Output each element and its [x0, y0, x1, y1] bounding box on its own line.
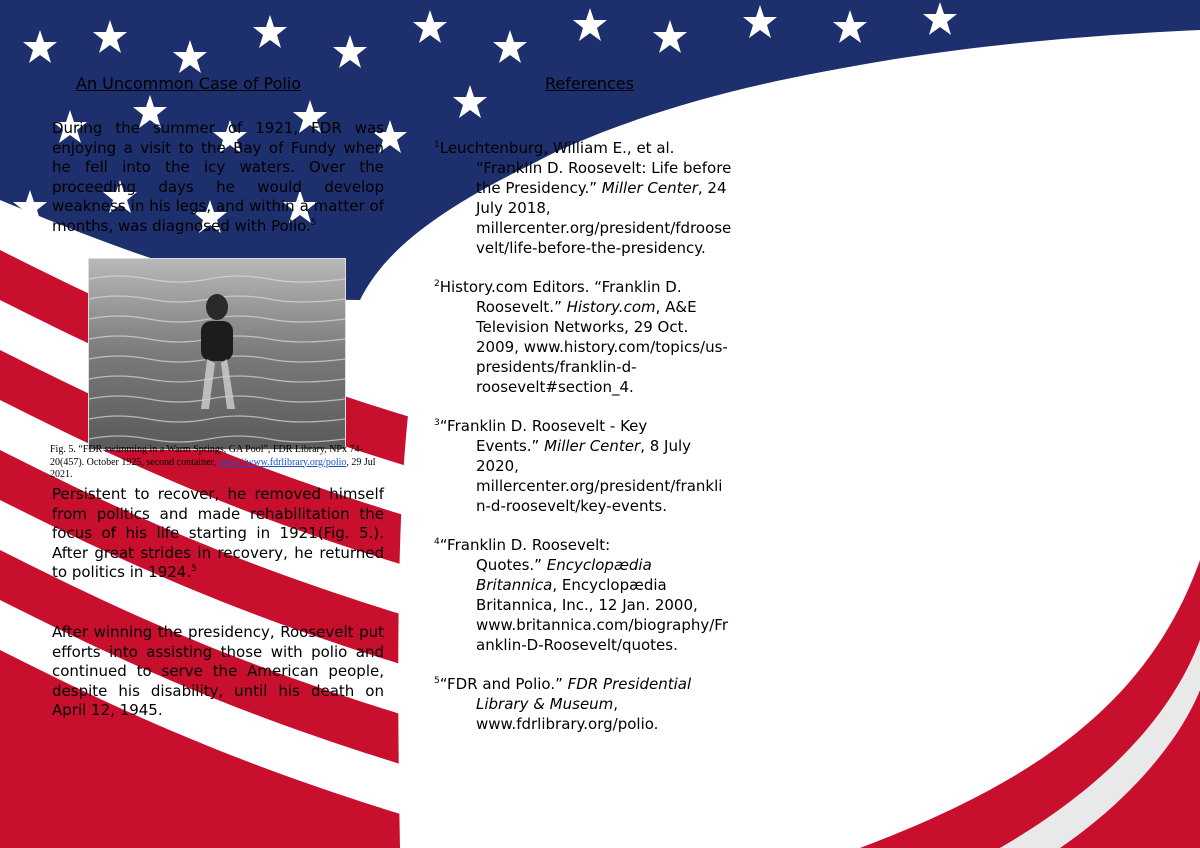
left-column-title: An Uncommon Case of Polio	[76, 74, 302, 93]
reference-line: Television Networks, 29 Oct.	[476, 318, 689, 336]
paragraph-presidency: After winning the presidency, Roosevelt put efforts into assisting those with polio and continued to serve the American people, despite his disability, until his death on April 12, 1945.	[52, 623, 384, 719]
reference-number: 3	[434, 418, 440, 428]
reference-number: 4	[434, 537, 440, 547]
reference-line: “Franklin D. Roosevelt: Life before	[476, 159, 732, 177]
paragraph-polio-onset-text: During the summer of 1921, FDR was enjoying a visit to the Bay of Fundy when he fell into the icy waters. Over the proceeding days he would develop weakness in his legs, and within a matter of months, was diagnosed with Polio.	[52, 119, 384, 235]
reference-entry	[434, 674, 774, 734]
reference-line: www.britannica.com/biography/Fr	[476, 616, 729, 634]
reference-first-line: $^3$“Franklin D. Roosevelt - Key	[434, 417, 648, 435]
reference-line: the Presidency.” Miller Center, 24	[476, 179, 727, 197]
references-title: References	[545, 74, 634, 93]
fdr-swimming-photo	[88, 258, 346, 450]
caption-text: Fig. 5. “FDR swimming in a Warm Springs, GA Pool”, FDR Library, NPx 74-20(457). October 1925, second container,	[50, 444, 363, 468]
reference-line: Britannica, Encyclopædia	[476, 576, 667, 594]
reference-line: Britannica, Inc., 12 Jan. 2000,	[476, 596, 698, 614]
caption-date: , 29 Jul 2021.	[50, 456, 376, 480]
reference-line: anklin-D-Roosevelt/quotes.	[476, 636, 678, 654]
reference-line: www.fdrlibrary.org/polio.	[476, 715, 659, 733]
reference-entry	[434, 277, 774, 397]
reference-line: millercenter.org/president/fdroose	[476, 219, 732, 237]
reference-entry	[434, 138, 774, 258]
paragraph-recovery-text: Persistent to recover, he removed himself from politics and made rehabilitation the focus of his life starting in 1921(Fig. 5.). After great strides in recovery, he returned to politics in 1924.	[52, 485, 384, 581]
reference-number: 5	[434, 676, 440, 686]
caption-link[interactable]: https://www.fdrlibrary.org/polio	[218, 456, 347, 468]
reference-line: Roosevelt.” History.com, A&E	[476, 298, 697, 316]
reference-line: roosevelt#section_4.	[476, 378, 634, 396]
reference-line: Events.” Miller Center, 8 July	[476, 437, 692, 455]
reference-number: 2	[434, 279, 440, 289]
reference-line: Quotes.” Encyclopædia	[476, 556, 652, 574]
reference-line: Library & Museum,	[476, 695, 619, 713]
reference-line: millercenter.org/president/frankli	[476, 477, 723, 495]
reference-first-line: $^5$“FDR and Polio.” FDR Presidential	[434, 675, 692, 693]
reference-line: July 2018,	[476, 199, 551, 217]
reference-line: 2020,	[476, 457, 519, 475]
reference-line: n-d-roosevelt/key-events.	[476, 497, 668, 515]
paragraph-polio-onset	[52, 119, 384, 236]
reference-entry	[434, 535, 774, 655]
citation-marker: 5	[191, 564, 197, 574]
reference-line: velt/life-before-the-presidency.	[476, 239, 706, 257]
figure-caption	[50, 444, 390, 482]
reference-first-line: $^2$History.com Editors. “Franklin D.	[434, 278, 682, 296]
reference-line: presidents/franklin-d-	[476, 358, 637, 376]
reference-number: 1	[434, 140, 440, 150]
reference-first-line: $^1$Leuchtenburg, William E., et al.	[434, 139, 675, 157]
reference-line: 2009, www.history.com/topics/us-	[476, 338, 728, 356]
reference-entry	[434, 416, 774, 516]
paragraph-recovery	[52, 485, 384, 583]
reference-first-line: $^4$“Franklin D. Roosevelt:	[434, 536, 611, 554]
citation-marker: 5	[310, 217, 317, 228]
